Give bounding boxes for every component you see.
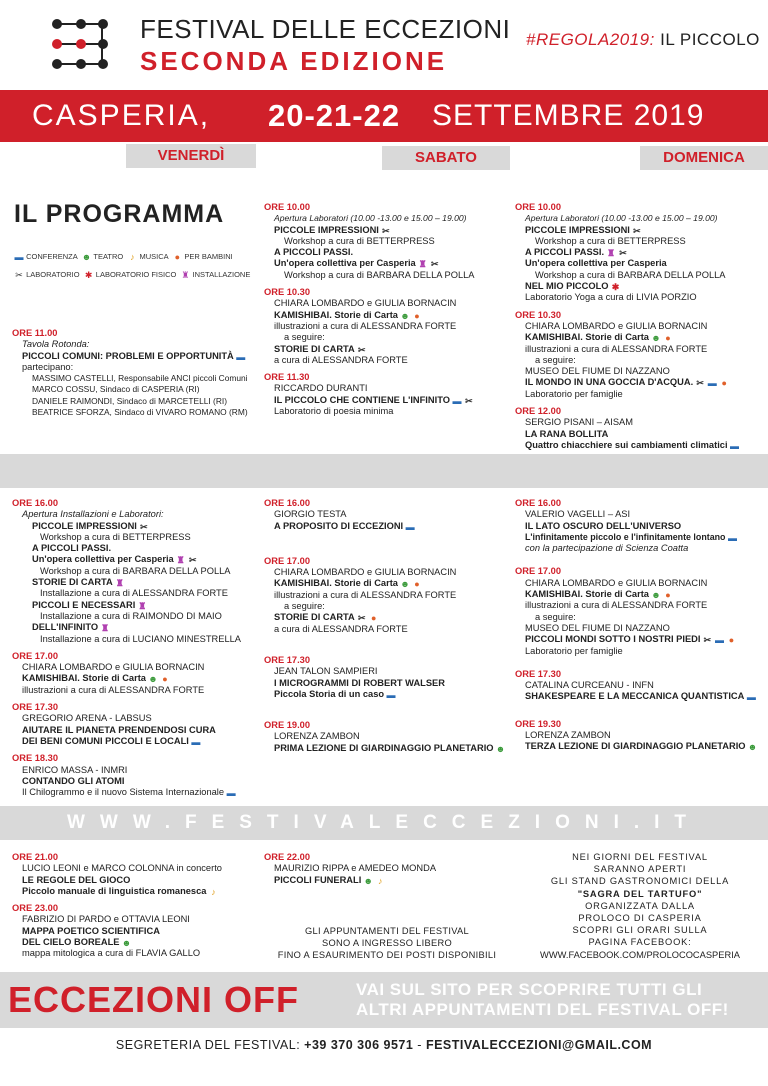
conference-icon: ▬ xyxy=(191,736,201,747)
physical-lab-icon: ✱ xyxy=(611,282,620,293)
banner-month-year: SETTEMBRE 2019 xyxy=(432,99,705,132)
installation-icon: ♜ xyxy=(101,623,110,634)
separator-band xyxy=(0,454,768,488)
conference-icon: ▬ xyxy=(727,532,737,543)
theater-icon: ☻ xyxy=(81,252,92,262)
lab-icon: ✂ xyxy=(382,225,390,236)
conference-icon: ▬ xyxy=(236,351,246,362)
theater-icon: ☻ xyxy=(148,674,158,685)
children-icon: ● xyxy=(665,333,671,344)
date-banner xyxy=(0,90,768,142)
installation-icon: ♜ xyxy=(115,578,124,589)
theater-icon: ☻ xyxy=(651,590,661,601)
legend: ▬ CONFERENZA ☻ TEATRO ♪ MUSICA ● PER BAMBINI ✂ LABORATORIO ✱ LABORATORIO FISICO ♜ INSTALLAZIONE xyxy=(14,252,251,280)
footer-email[interactable]: FESTIVALECCEZIONI@GMAIL.COM xyxy=(425,1038,653,1052)
lab-icon: ✂ xyxy=(15,270,23,280)
theater-icon: ☻ xyxy=(121,938,132,949)
music-icon: ♪ xyxy=(378,875,383,886)
saturday-afternoon: ORE 16.00 GIORGIO TESTA A PROPOSITO DI ECCEZIONI ▬ ORE 17.00 CHIARA LOMBARDO e GIULIA BORNACIN KAMISHIBAI. Storie di Carta ☻ ● illustrazioni a cura di ALESSANDRA FORTE a seguire: STORIE DI CARTA ✂ ● a cura di ALESSANDRA FORTE ORE 17.30 JEAN TALON SAMPIERI I MICROGRAMMI DI ROBERT WALSER Piccola Storia di un caso ▬ ORE 19.00 LORENZA ZAMBON PRIMA LEZIONE DI GIARDINAGGIO PLANETARIO ☻ xyxy=(264,498,506,754)
sunday-afternoon: ORE 16.00 VALERIO VAGELLI – ASI IL LATO OSCURO DELL'UNIVERSO L'infinitamente piccolo e l'infinitamente lontano ▬ con la partecipazione di Scienza Coatta ORE 17.00 CHIARA LOMBARDO e GIULIA BORNACIN KAMISHIBAI. Storie di Carta ☻ ● illustrazioni a cura di ALESSANDRA FORTE a seguire: MUSEO DEL FIUME DI NAZZANO PICCOLI MONDI SOTTO I NOSTRI PIEDI ✂ ▬ ● Laboratorio per famiglie ORE 17.30 CATALINA CURCEANU - INFN SHAKESPEARE E LA MECCANICA QUANTISTICA ▬ ORE 19.30 LORENZA ZAMBON TERZA LEZIONE DI GIARDINAGGIO PLANETARIO ☻ xyxy=(515,498,758,753)
programma-title: IL PROGRAMMA xyxy=(14,200,225,228)
physical-lab-icon: ✱ xyxy=(84,270,93,280)
conference-icon: ▬ xyxy=(226,788,236,799)
conference-icon: ▬ xyxy=(405,521,415,532)
festival-edition: SECONDA EDIZIONE xyxy=(140,46,448,76)
conference-icon: ▬ xyxy=(714,635,724,646)
installation-icon: ♜ xyxy=(176,555,185,566)
sunday-morning: ORE 10.00 Apertura Laboratori (10.00 -13.00 e 15.00 – 19.00) PICCOLE IMPRESSIONI ✂ Workshop a cura di BETTERPRESS A PICCOLI PASSI. ♜ ✂ Un'opera collettiva per Casperia Workshop a cura di BARBARA DELLA POLLA NEL MIO PICCOLO ✱ Laboratorio Yoga a cura di LIVIA PORZIO ORE 10.30 CHIARA LOMBARDO e GIULIA BORNACIN KAMISHIBAI. Storie di Carta ☻ ● illustrazioni a cura di ALESSANDRA FORTE a seguire: MUSEO DEL FIUME DI NAZZANO IL MONDO IN UNA GOCCIA D'ACQUA. ✂ ▬ ● Laboratorio per famiglie ORE 12.00 SERGIO PISANI – AISAM LA RANA BOLLITA Quattro chiacchiere sui cambiamenti climatici ▬ xyxy=(515,202,740,451)
conference-icon: ▬ xyxy=(452,395,462,406)
day-header-friday: VENERDÌ xyxy=(126,144,256,168)
lab-icon: ✂ xyxy=(703,635,712,646)
lab-icon: ✂ xyxy=(633,225,641,236)
conference-icon: ▬ xyxy=(730,440,740,451)
installation-icon: ♜ xyxy=(418,259,427,270)
festival-logo xyxy=(52,14,112,74)
lab-icon: ✂ xyxy=(357,344,366,355)
lab-icon: ✂ xyxy=(357,613,366,624)
lab-icon: ✂ xyxy=(430,259,439,270)
installation-icon: ♜ xyxy=(181,270,190,280)
theater-icon: ☻ xyxy=(651,333,661,344)
lab-icon: ✂ xyxy=(465,395,473,406)
website-band xyxy=(0,806,768,840)
lab-icon: ✂ xyxy=(696,378,704,389)
music-icon: ♪ xyxy=(211,886,216,897)
installation-icon: ♜ xyxy=(607,248,616,259)
eccezioni-off-text: VAI SUL SITO PER SCOPRIRE TUTTI GLI ALTRI APPUNTAMENTI DEL FESTIVAL OFF! xyxy=(356,980,729,1019)
children-icon: ● xyxy=(728,635,735,646)
banner-place: CASPERIA, xyxy=(32,99,211,132)
theater-icon: ☻ xyxy=(747,742,758,753)
friday-afternoon: ORE 16.00 Apertura Installazioni e Laboratori: PICCOLE IMPRESSIONI ✂ Workshop a cura di BETTERPRESS A PICCOLI PASSI. Un'opera collettiva per Casperia ♜ ✂ Workshop a cura di BARBARA DELLA POLLA STORIE DI CARTA ♜ Installazione a cura di ALESSANDRA FORTE PICCOLI E NECESSARI ♜ Installazione a cura di RAIMONDO DI MAIO DELL'INFINITO ♜ Installazione a cura di LUCIANO MINESTRELLA ORE 17.00 CHIARA LOMBARDO e GIULIA BORNACIN KAMISHIBAI. Storie di Carta ☻ ● illustrazioni a cura di ALESSANDRA FORTE ORE 17.30 GREGORIO ARENA - LABSUS AIUTARE IL PIANETA PRENDENDOSI CURA DEI BENI COMUNI PICCOLI E LOCALI ▬ ORE 18.30 ENRICO MASSA - INMRI CONTANDO GLI ATOMI Il Chilogrammo e il nuovo Sistema Internazionale ▬ xyxy=(12,498,241,799)
children-icon: ● xyxy=(721,378,727,389)
installation-icon: ♜ xyxy=(138,600,147,611)
conference-icon: ▬ xyxy=(386,689,396,700)
facebook-link[interactable]: WWW.FACEBOOK.COM/PROLOCOCASPERIA xyxy=(540,949,740,960)
lab-icon: ✂ xyxy=(140,521,148,532)
sagra-info: NEI GIORNI DEL FESTIVAL SARANNO APERTI GLI STAND GASTRONOMICI DELLA "SAGRA DEL TARTUFO" ORGANIZZATA DALLA PROLOCO DI CASPERIA SCOPRI GLI ORARI SULLA PAGINA FACEBOOK: WWW.FACEBOOK.COM/PROLOCOCASPERIA xyxy=(520,851,760,961)
footer-label: SEGRETERIA DEL FESTIVAL: xyxy=(115,1038,301,1052)
day-header-sunday: DOMENICA xyxy=(640,146,768,170)
eccezioni-off-band xyxy=(0,972,768,1028)
festival-title: FESTIVAL DELLE ECCEZIONI xyxy=(140,14,511,44)
theater-icon: ☻ xyxy=(495,743,506,754)
free-entry-note: GLI APPUNTAMENTI DEL FESTIVAL SONO A INGRESSO LIBERO FINO A ESAURIMENTO DEI POSTI DISPONIBILI xyxy=(277,926,497,960)
theater-icon: ☻ xyxy=(363,875,374,886)
children-icon: ● xyxy=(371,613,377,624)
eccezioni-off-title: ECCEZIONI OFF xyxy=(8,979,299,1020)
children-icon: ● xyxy=(162,674,168,685)
music-icon: ♪ xyxy=(130,252,135,262)
lab-icon: ✂ xyxy=(188,555,197,566)
children-icon: ● xyxy=(414,310,420,321)
saturday-evening: ORE 22.00 MAURIZIO RIPPA e AMEDEO MONDA PICCOLI FUNERALI ☻ ♪ xyxy=(264,852,437,886)
lab-icon: ✂ xyxy=(619,248,627,259)
children-icon: ● xyxy=(665,590,671,601)
friday-morning: ORE 11.00 Tavola Rotonda: PICCOLI COMUNI: PROBLEMI E OPPORTUNITÀ ▬ partecipano: MASSIMO CASTELLI, Responsabile ANCI piccoli Comuni MARCO COSSU, Sindaco di CASPERIA (RI) DANIELE RAIMONDI, Sindaco di MARCETELLI (RI) BEATRICE SFORZA, Sindaco di VIVARO ROMANO (RM) xyxy=(12,328,248,418)
website-link[interactable]: WWW.FESTIVALECCEZIONI.IT xyxy=(66,812,702,833)
children-icon: ● xyxy=(414,579,420,590)
day-header-saturday: SABATO xyxy=(382,146,510,170)
banner-dates: 20-21-22 xyxy=(268,98,401,133)
conference-icon: ▬ xyxy=(746,692,756,703)
footer-contacts: SEGRETERIA DEL FESTIVAL: +39 370 306 9571 - FESTIVALECCEZIONI@GMAIL.COM xyxy=(115,1038,653,1052)
conference-icon: ▬ xyxy=(707,378,717,389)
children-icon: ● xyxy=(174,252,181,262)
friday-evening: ORE 21.00 LUCIO LEONI e MARCO COLONNA in concerto LE REGOLE DEL GIOCO Piccolo manuale di linguistica romanesca ♪ ORE 23.00 FABRIZIO DI PARDO e OTTAVIA LEONI MAPPA POETICO SCIENTIFICA DEL CIELO BOREALE ☻ mappa mitologica a cura di FLAVIA GALLO xyxy=(12,852,222,959)
regola-tag: #REGOLA2019: IL PICCOLO xyxy=(526,30,760,49)
conference-icon: ▬ xyxy=(14,252,24,262)
theater-icon: ☻ xyxy=(400,579,410,590)
footer-phone[interactable]: +39 370 306 9571 xyxy=(304,1038,414,1052)
theater-icon: ☻ xyxy=(400,310,410,321)
saturday-morning: ORE 10.00 Apertura Laboratori (10.00 -13.00 e 15.00 – 19.00) PICCOLE IMPRESSIONI ✂ Workshop a cura di BETTERPRESS A PICCOLI PASSI. Un'opera collettiva per Casperia ♜ ✂ Workshop a cura di BARBARA DELLA POLLA ORE 10.30 CHIARA LOMBARDO e GIULIA BORNACIN KAMISHIBAI. Storie di Carta ☻ ● illustrazioni a cura di ALESSANDRA FORTE a seguire: STORIE DI CARTA ✂ a cura di ALESSANDRA FORTE ORE 11.30 RICCARDO DURANTI IL PICCOLO CHE CONTIENE L'INFINITO ▬ ✂ Laboratorio di poesia minima xyxy=(264,202,475,417)
